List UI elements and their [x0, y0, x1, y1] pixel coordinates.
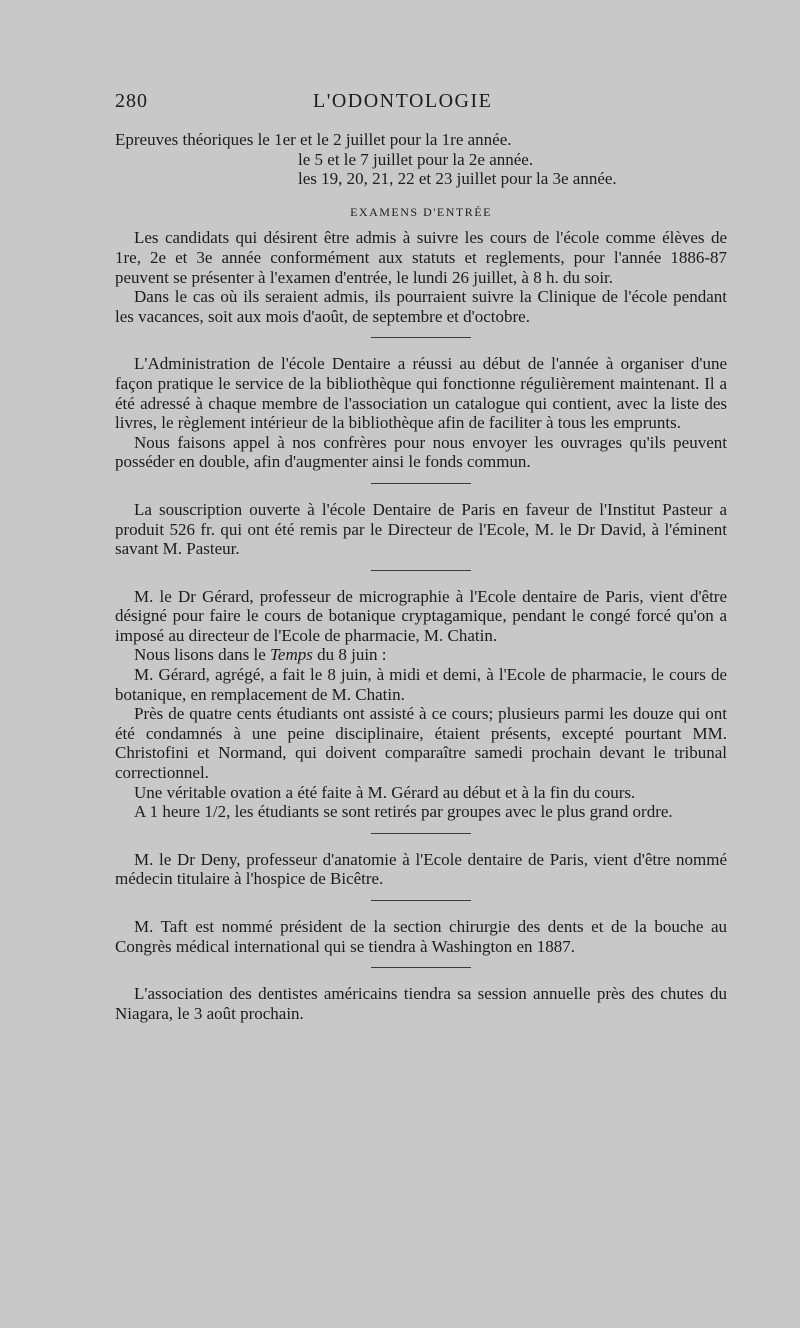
section-divider [371, 483, 471, 484]
gerard-paragraph-6: A 1 heure 1/2, les étudiants se sont retirés par groupes avec le plus grand ordre. [134, 802, 673, 822]
gerard-paragraph-4: Près de quatre cents étudiants ont assisté à ce cours; plusieurs parmi les douze qui ont été condamnés à une peine disciplinaire, étaient présents, excepté pourtant MM. Christofini et Normand, qui doivent comparaître samedi prochain devant le tribunal correctionnel. [115, 704, 727, 783]
association-paragraph: L'association des dentistes américains tiendra sa session annuelle près des chutes du Niagara, le 3 août prochain. [115, 984, 727, 1023]
quote-date: du 8 juin : [312, 645, 387, 665]
page-number: 280 [115, 90, 148, 112]
page-body [115, 130, 727, 1023]
gerard-paragraph-5: Une véritable ovation a été faite à M. Gérard au début et à la fin du cours. [134, 782, 636, 802]
section-divider [371, 967, 471, 968]
quote-intro: Nous lisons dans le [134, 645, 270, 665]
examens-paragraph-1: Les candidats qui désirent être admis à suivre les cours de l'école comme élèves de 1re, 2e et 3e année conformément aux statuts et reglements, pour l'année 1886-87 peuvent se présenter à l'examen d'entrée, le lundi 26 juillet, à 8 h. du soir. [115, 228, 727, 287]
section-divider [371, 833, 471, 834]
schedule-line-1: Epreuves théoriques le 1er et le 2 juillet pour la 1re année. [115, 130, 512, 149]
section-divider [371, 570, 471, 571]
exam-schedule [115, 130, 727, 189]
taft-paragraph: M. Taft est nommé président de la section chirurgie des dents et de la bouche au Congrès médical international qui se tiendra à Washington en 1887. [115, 917, 727, 956]
gerard-paragraph-1: M. le Dr Gérard, professeur de micrographie à l'Ecole dentaire de Paris, vient d'être désigné pour faire le cours de botanique cryptagamique, pendant le congé forcé qu'on a imposé au directeur de l'Ecole de pharmacie, M. Chatin. [115, 586, 727, 645]
schedule-line-2: le 5 et le 7 juillet pour la 2e année. [298, 149, 534, 169]
bibliotheque-paragraph-2: Nous faisons appel à nos confrères pour nous envoyer les ouvrages qu'ils peuvent posséder en double, afin d'augmenter ainsi le fonds commun. [115, 432, 727, 472]
gerard-paragraph-2 [115, 645, 727, 665]
page-header [115, 90, 727, 120]
section-divider [371, 337, 471, 338]
gerard-paragraph-3: M. Gérard, agrégé, a fait le 8 juin, à midi et demi, à l'Ecole de pharmacie, le cours de botanique, en remplacement de M. Chatin. [115, 665, 727, 704]
newspaper-name: Temps [270, 645, 313, 665]
schedule-line-3: les 19, 20, 21, 22 et 23 juillet pour la 3e année. [298, 169, 617, 189]
examens-paragraph-2: Dans le cas où ils seraient admis, ils pourraient suivre la Clinique de l'école pendant les vacances, soit aux mois d'août, de septembre et d'octobre. [115, 287, 727, 326]
deny-paragraph: M. le Dr Deny, professeur d'anatomie à l'Ecole dentaire de Paris, vient d'être nommé médecin titulaire à l'hospice de Bicêtre. [115, 849, 727, 889]
bibliotheque-paragraph-1: L'Administration de l'école Dentaire a réussi au début de l'année à organiser d'une façon pratique le service de la bibliothèque qui fonctionne régulièrement maintenant. Il a été adressé à chaque membre de l'association un catalogue qui contient, avec la liste des livres, le règlement intérieur de la bibliothèque afin de faciliter à tous les emprunts. [115, 354, 727, 433]
running-title: L'ODONTOLOGIE [313, 90, 493, 112]
section-heading-examens: EXAMENS D'ENTRÉE [350, 204, 492, 219]
souscription-paragraph: La souscription ouverte à l'école Dentaire de Paris en faveur de l'Institut Pasteur a produit 526 fr. qui ont été remis par le Directeur de l'Ecole, M. le Dr David, à l'éminent savant M. Pasteur. [115, 499, 727, 559]
section-divider [371, 900, 471, 901]
